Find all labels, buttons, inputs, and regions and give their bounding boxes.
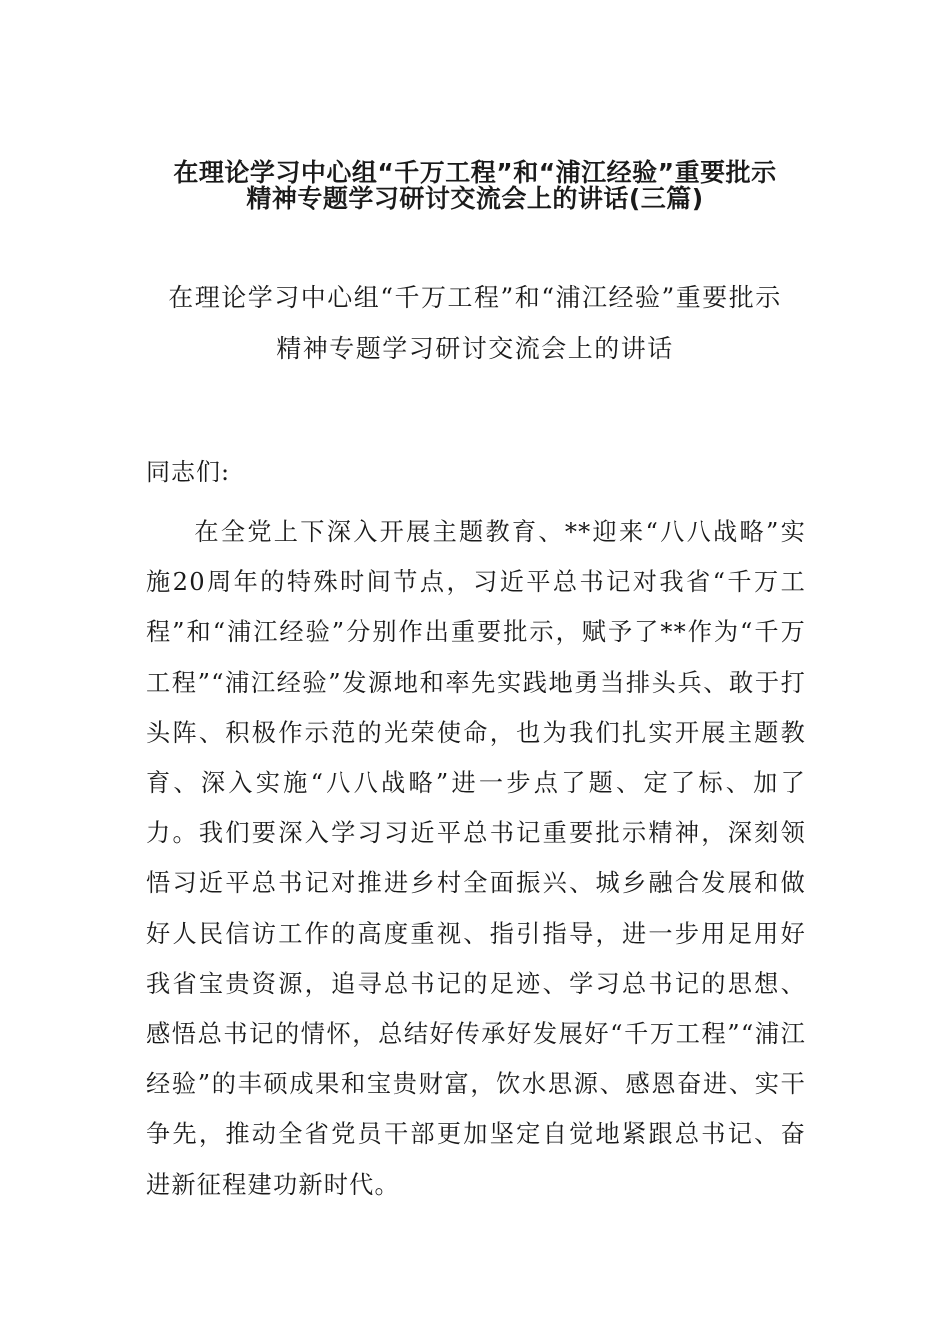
document-title-line-2: 精神专题学习研讨交流会上的讲话(三篇) <box>246 184 704 213</box>
salutation: 同志们: <box>146 458 231 486</box>
document-title-line-1: 在理论学习中心组“千万工程”和“浦江经验”重要批示 <box>173 158 777 187</box>
speech-title-line-1: 在理论学习中心组“千万工程”和“浦江经验”重要批示 <box>168 283 782 312</box>
speech-title-line-2: 精神专题学习研讨交流会上的讲话 <box>276 334 674 363</box>
body-paragraph: 在全党上下深入开展主题教育、**迎来“八八战略”实施20周年的特殊时间节点，习近平总书记对我省“千万工程”和“浦江经验”分别作出重要批示，赋予了**作为“千万工程”“浦江经验”发源地和率先实践地勇当排头兵、敢于打头阵、积极作示范的光荣使命，也为我们扎实开展主题教育、深入实施“八八战略”进一步点了题、定了标、加了力。我们要深入学习习近平总书记重要批示精神，深刻领悟习近平总书记对推进乡村全面振兴、城乡融合发展和做好人民信访工作的高度重视、指引指导，进一步用足用好我省宝贵资源，追寻总书记的足迹、学习总书记的思想、感悟总书记的情怀，总结好传承好发展好“千万工程”“浦江经验”的丰硕成果和宝贵财富，饮水思源、感恩奋进、实干争先，推动全省党员干部更加坚定自觉地紧跟总书记、奋进新征程建功新时代。 <box>146 518 806 1199</box>
